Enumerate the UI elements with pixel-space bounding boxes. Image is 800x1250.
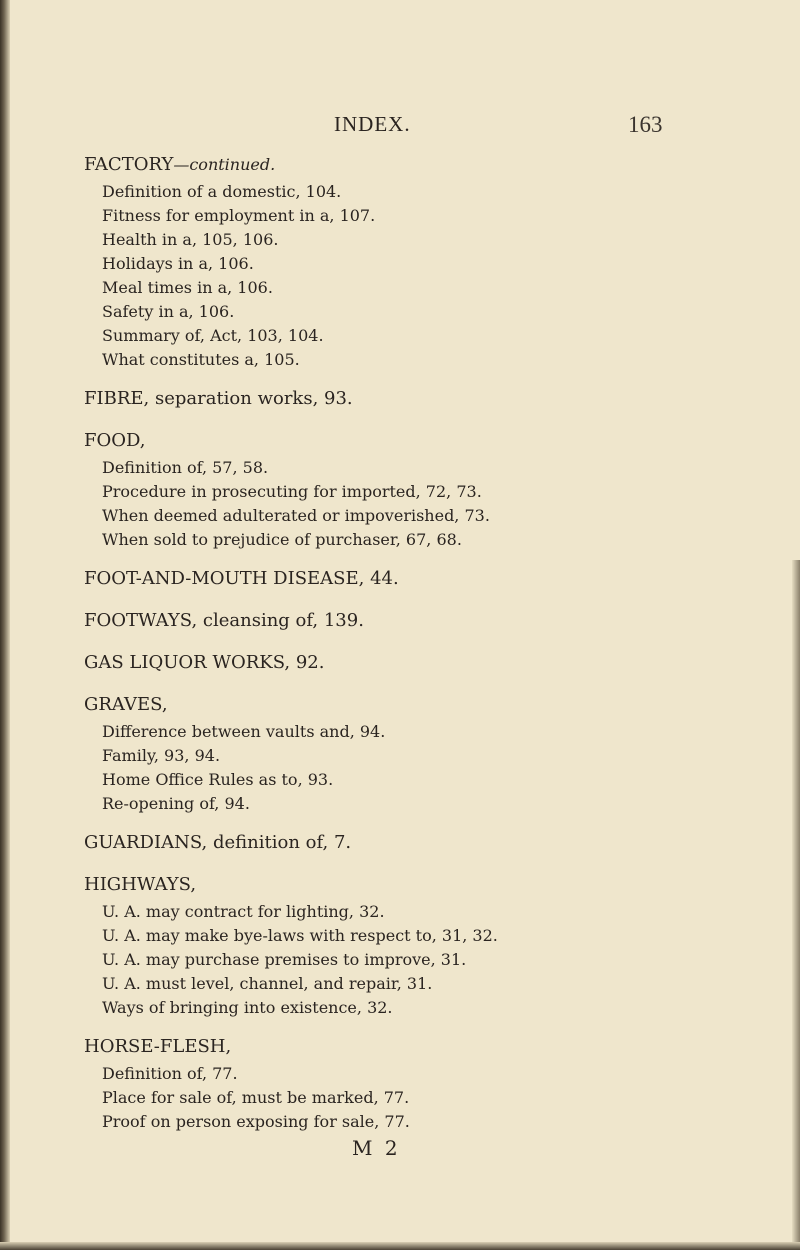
index-entry-fibre <box>0 384 800 414</box>
sub-entry: Ways of bringing into existence, 32. <box>102 998 393 1017</box>
sub-entry: Definition of a domestic, 104. <box>102 182 342 201</box>
entry-heading: GRAVES, <box>84 694 168 715</box>
sub-entry: Meal times in a, 106. <box>102 278 273 297</box>
sub-entry: Holidays in a, 106. <box>102 254 254 273</box>
sub-entry: What constitutes a, 105. <box>102 350 300 369</box>
page-number: 163 <box>628 112 663 137</box>
sub-entry: Home Office Rules as to, 93. <box>102 770 334 789</box>
sub-entry: Safety in a, 106. <box>102 302 235 321</box>
sub-entry: Re-opening of, 94. <box>102 794 250 813</box>
sub-entry: Summary of, Act, 103, 104. <box>102 326 324 345</box>
entry-heading: HORSE-FLESH, <box>84 1036 232 1057</box>
index-entry-guardians <box>0 828 800 858</box>
entry-heading: FOOTWAYS, cleansing of, 139. <box>84 610 364 631</box>
index-entry-food <box>0 426 800 552</box>
index-entry-graves <box>0 690 800 816</box>
sub-entry: Procedure in prosecuting for imported, 72, 73. <box>102 482 482 501</box>
sub-entry: When deemed adulterated or impoverished, 73. <box>102 506 490 525</box>
page-header <box>0 112 800 142</box>
index-entries <box>0 150 800 1146</box>
sub-entry: Difference between vaults and, 94. <box>102 722 386 741</box>
index-entry-horse-flesh <box>0 1032 800 1134</box>
entry-heading-text: FACTORY <box>84 154 174 175</box>
entry-heading: FIBRE, separation works, 93. <box>84 388 353 409</box>
index-entry-footways <box>0 606 800 636</box>
sub-entry: U. A. must level, channel, and repair, 31. <box>102 974 433 993</box>
entry-heading: FOOD, <box>84 430 146 451</box>
page-edge-bottom <box>0 1242 800 1250</box>
index-entry-foot-and-mouth <box>0 564 800 594</box>
index-entry-factory <box>0 150 800 372</box>
entry-heading: GUARDIANS, definition of, 7. <box>84 832 352 853</box>
sub-entry: Fitness for employment in a, 107. <box>102 206 376 225</box>
sub-entry: U. A. may contract for lighting, 32. <box>102 902 385 921</box>
entry-heading: GAS LIQUOR WORKS, 92. <box>84 652 325 673</box>
sub-entry: Place for sale of, must be marked, 77. <box>102 1088 410 1107</box>
sub-entry: Definition of, 57, 58. <box>102 458 269 477</box>
signature-mark: M 2 <box>352 1136 401 1160</box>
continued-label: —continued. <box>173 155 276 174</box>
entry-heading: HIGHWAYS, <box>84 874 197 895</box>
entry-heading <box>0 150 800 180</box>
sub-entry: U. A. may make bye-laws with respect to, 31, 32. <box>102 926 498 945</box>
sub-entry: Definition of, 77. <box>102 1064 238 1083</box>
entry-heading: FOOT-AND-MOUTH DISEASE, 44. <box>84 568 399 589</box>
sub-entry: Health in a, 105, 106. <box>102 230 279 249</box>
sub-entry: Family, 93, 94. <box>102 746 221 765</box>
sub-entry: When sold to prejudice of purchaser, 67, 68. <box>102 530 462 549</box>
index-entry-gas-liquor <box>0 648 800 678</box>
sub-entry: Proof on person exposing for sale, 77. <box>102 1112 410 1131</box>
index-entry-highways <box>0 870 800 1020</box>
sub-entry: U. A. may purchase premises to improve, 31. <box>102 950 467 969</box>
running-head: INDEX. <box>334 112 411 136</box>
